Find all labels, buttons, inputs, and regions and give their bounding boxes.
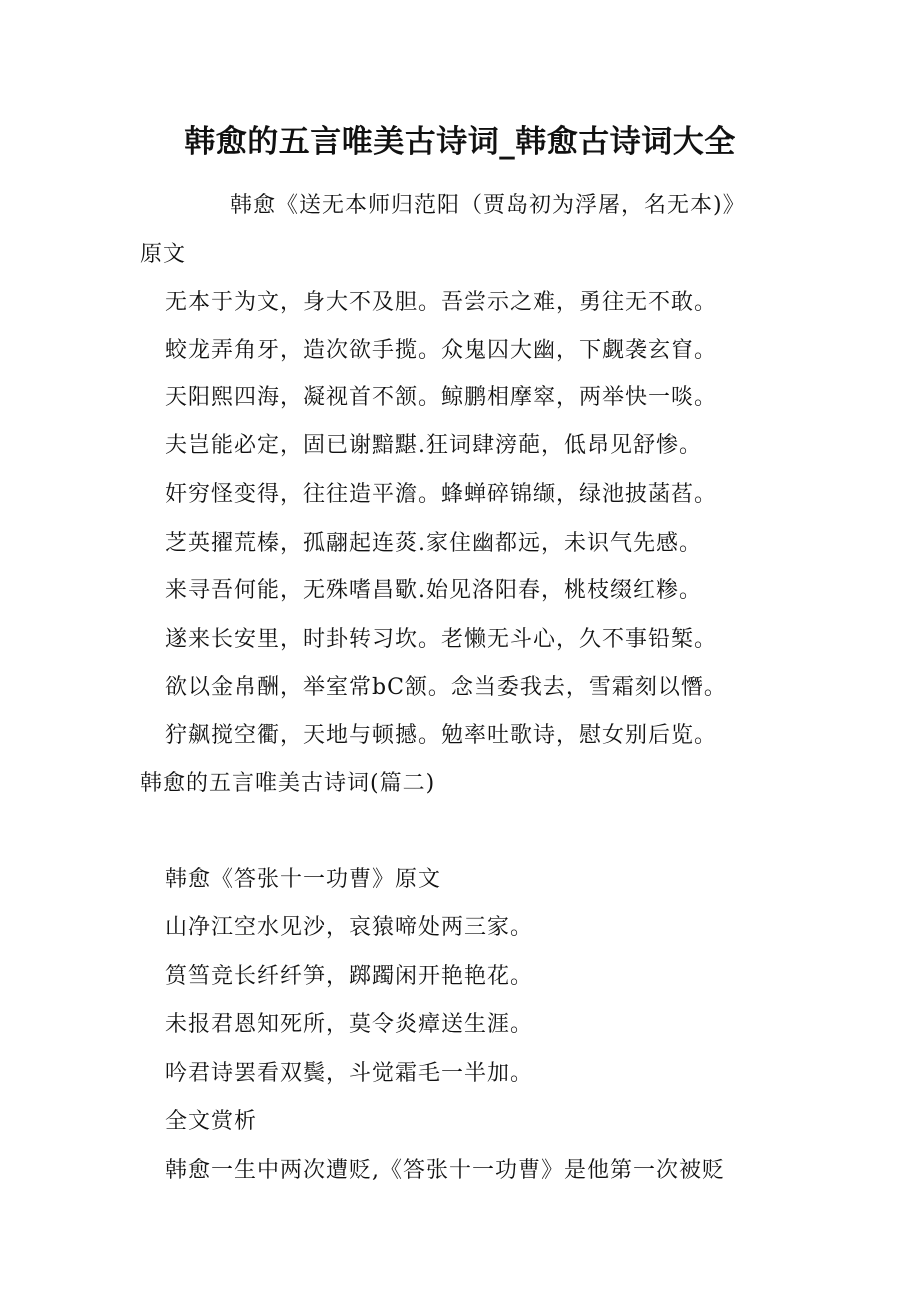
poem1-line: 狞飙搅空衢，天地与顿撼。勉率吐歌诗，慰女别后览。	[165, 723, 718, 748]
intro-line-continued: 原文	[140, 242, 187, 267]
poem1-line: 天阳熙四海，凝视首不颔。鲸鹏相摩窣，两举快一啖。	[165, 385, 718, 410]
poem1-line: 来寻吾何能，无殊嗜昌歜.始见洛阳春，桃枝缀红糁。	[165, 578, 702, 603]
poem2-line: 未报君恩知死所，莫令炎瘴送生涯。	[165, 1012, 534, 1037]
poem1-line: 夫岂能必定，固已谢黯黮.狂词肆滂葩，低昂见舒惨。	[165, 433, 702, 458]
poem1-line: 无本于为文，身大不及胆。吾尝示之难，勇往无不敢。	[165, 290, 718, 315]
intro-line: 韩愈《送无本师归范阳（贾岛初为浮屠，名无本)》	[230, 193, 746, 218]
poem1-line: 奸穷怪变得，往往造平澹。蜂蝉碎锦缬，绿池披菡萏。	[165, 482, 718, 507]
poem2-line: 山净江空水见沙，哀猿啼处两三家。	[165, 915, 534, 940]
poem1-line: 芝英擢荒榛，孤翮起连菼.家住幽都远，未识气先感。	[165, 531, 702, 556]
poem2-title: 韩愈《答张十一功曹》原文	[165, 867, 442, 892]
poem1-line: 蛟龙弄角牙，造次欲手揽。众鬼囚大幽，下觑袭玄窅。	[165, 338, 718, 363]
page-title: 韩愈的五言唯美古诗词_韩愈古诗词大全	[184, 124, 736, 160]
poem2-line: 筼筜竞长纤纤笋，踯躅闲开艳艳花。	[165, 964, 534, 989]
analysis-paragraph: 韩愈一生中两次遭贬,《答张十一功曹》是他第一次被贬	[165, 1158, 725, 1183]
analysis-heading: 全文赏析	[165, 1109, 258, 1134]
poem2-line: 吟君诗罢看双鬓，斗觉霜毛一半加。	[165, 1061, 534, 1086]
section-heading: 韩愈的五言唯美古诗词(篇二)	[140, 771, 436, 796]
poem1-line: 遂来长安里，时卦转习坎。老懒无斗心，久不事铅椠。	[165, 627, 718, 652]
poem1-line: 欲以金帛酬，举室常bC颔。念当委我去，雪霜刻以憯。	[165, 675, 727, 700]
